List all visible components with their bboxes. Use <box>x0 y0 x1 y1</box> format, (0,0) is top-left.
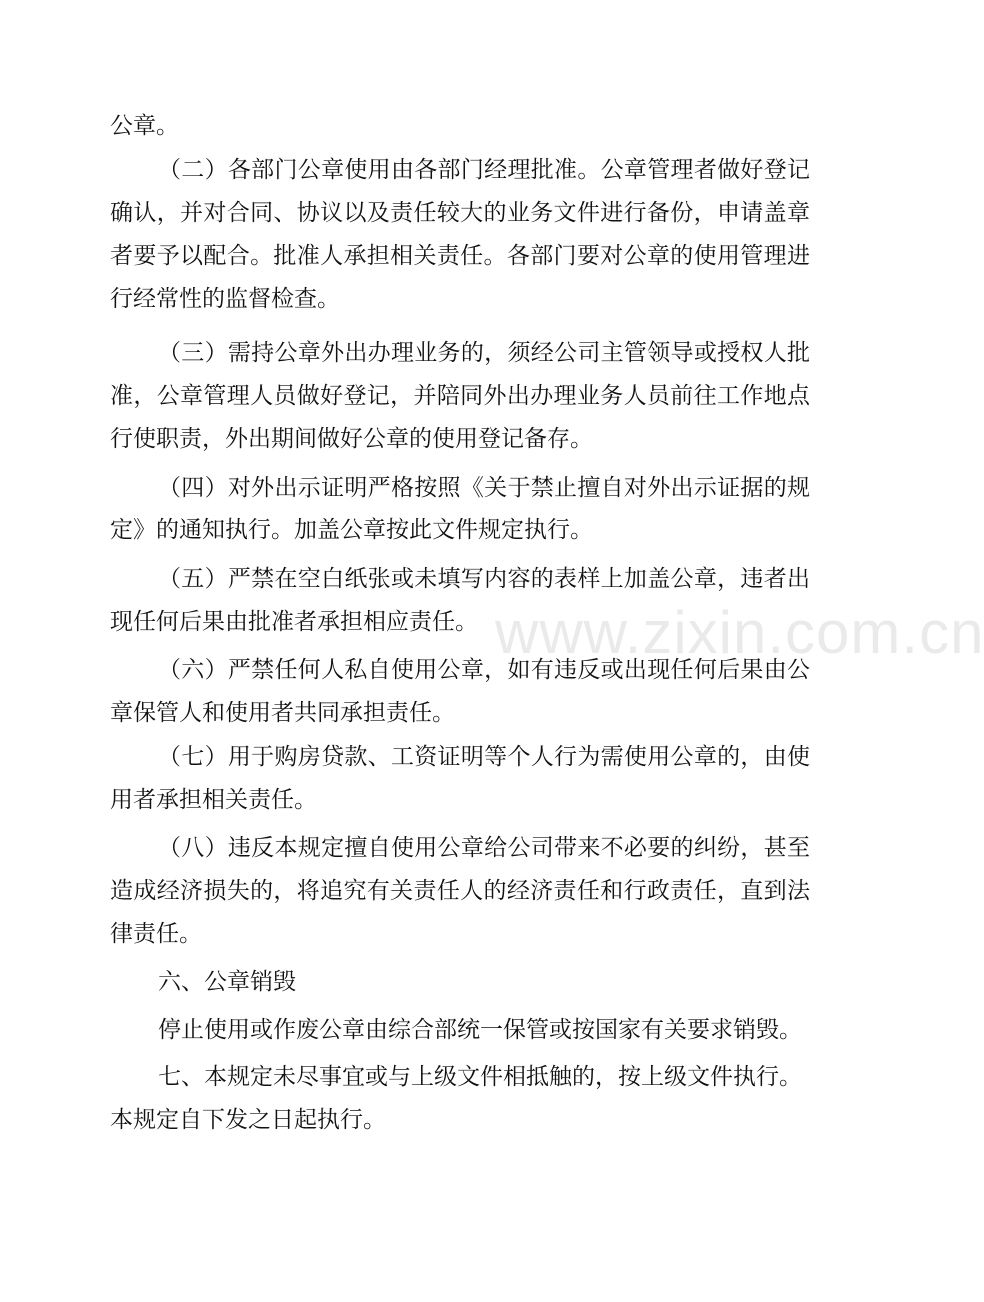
text-line: （三）需持公章外出办理业务的，须经公司主管领导或授权人批 <box>158 340 810 366</box>
text-line: 者要予以配合。批准人承担相关责任。各部门要对公章的使用管理进 <box>110 243 810 269</box>
text-line: 公章。 <box>110 113 179 139</box>
text-line: 确认，并对合同、协议以及责任较大的业务文件进行备份，申请盖章 <box>110 200 810 226</box>
text-line: 律责任。 <box>110 921 202 947</box>
text-line: （六）严禁任何人私自使用公章，如有违反或出现任何后果由公 <box>158 657 810 683</box>
text-line: 本规定自下发之日起执行。 <box>110 1107 386 1133</box>
text-line: 行经常性的监督检查。 <box>110 286 340 312</box>
text-line: （五）严禁在空白纸张或未填写内容的表样上加盖公章，违者出 <box>158 566 810 592</box>
text-line: 准，公章管理人员做好登记，并陪同外出办理业务人员前往工作地点 <box>110 383 810 409</box>
text-line: 行使职责，外出期间做好公章的使用登记备存。 <box>110 426 593 452</box>
text-line: （四）对外出示证明严格按照《关于禁止擅自对外出示证据的规 <box>158 475 810 501</box>
text-line: （二）各部门公章使用由各部门经理批准。公章管理者做好登记 <box>158 157 810 183</box>
text-line: 章保管人和使用者共同承担责任。 <box>110 700 455 726</box>
text-line: 用者承担相关责任。 <box>110 787 317 813</box>
watermark: www.zixin.com.cn <box>495 599 984 666</box>
section-heading: 六、公章销毁 <box>158 969 296 995</box>
text-line: 现任何后果由批准者承担相应责任。 <box>110 609 478 635</box>
text-line: （七）用于购房贷款、工资证明等个人行为需使用公章的，由使 <box>158 744 810 770</box>
text-line: （八）违反本规定擅自使用公章给公司带来不必要的纠纷，甚至 <box>158 835 810 861</box>
text-line: 七、本规定未尽事宜或与上级文件相抵触的，按上级文件执行。 <box>158 1064 802 1090</box>
text-line: 定》的通知执行。加盖公章按此文件规定执行。 <box>110 517 593 543</box>
text-line: 造成经济损失的，将追究有关责任人的经济责任和行政责任，直到法 <box>110 878 810 904</box>
text-line: 停止使用或作废公章由综合部统一保管或按国家有关要求销毁。 <box>158 1017 802 1043</box>
